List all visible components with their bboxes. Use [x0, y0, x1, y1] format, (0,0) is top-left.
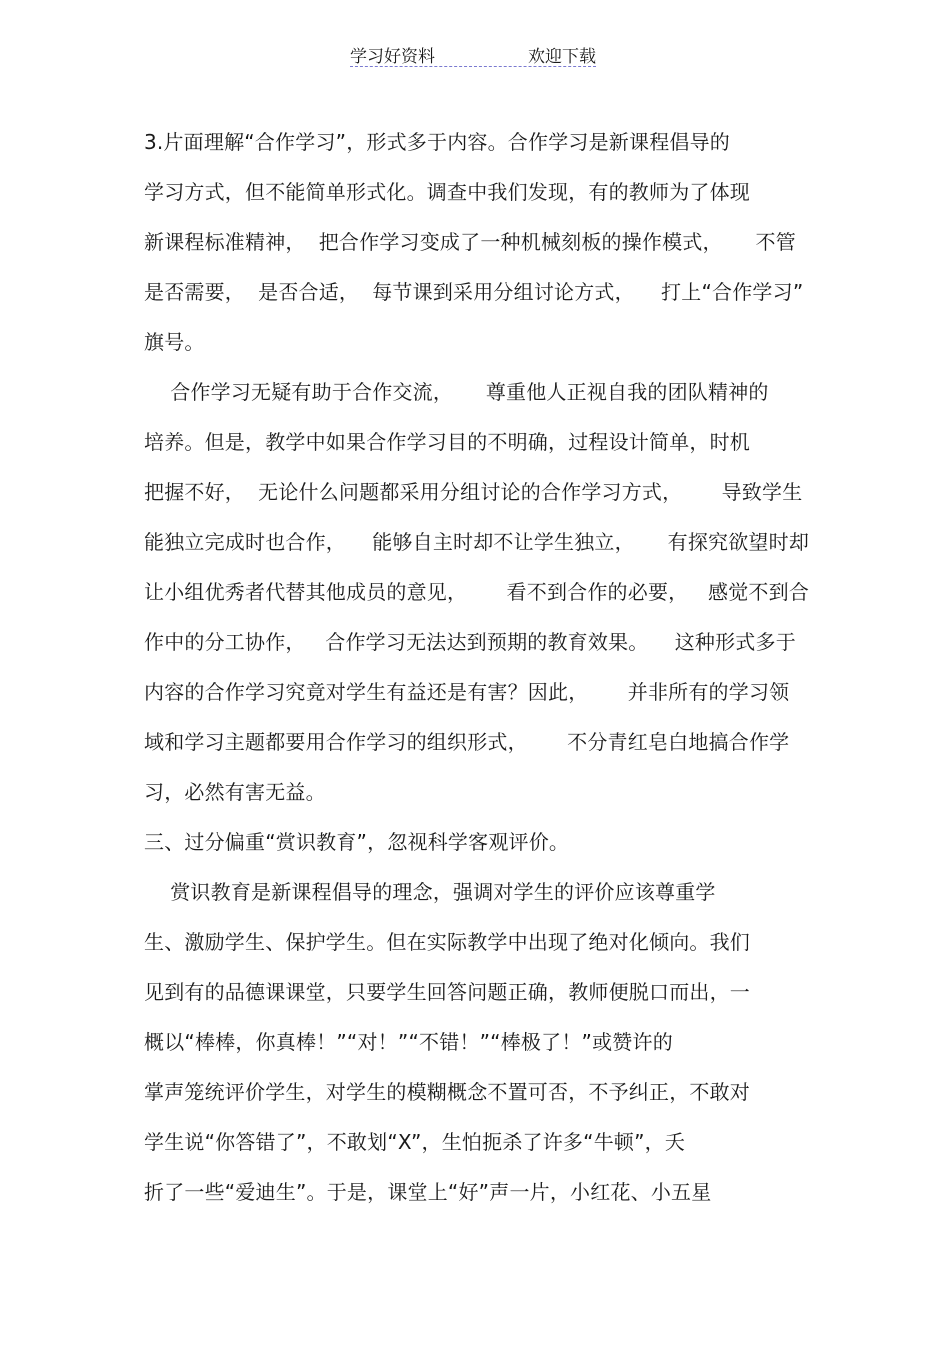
text-line: 培养。但是，教学中如果合作学习目的不明确，过程设计简单，时机 [144, 430, 750, 454]
text-line: 让小组优秀者代替其他成员的意见， 看不到合作的必要， 感觉不到合 [144, 580, 810, 604]
document-body [144, 122, 810, 1222]
text-line: 域和学习主题都要用合作学习的组织形式， 不分青红皂白地搞合作学 [144, 730, 790, 754]
text-line: 概以“棒棒，你真棒！”“对！”“不错！”“棒极了！”或赞许的 [144, 1030, 673, 1054]
text-line: 旗号。 [144, 330, 205, 354]
text-line: 内容的合作学习究竟对学生有益还是有害？因此， 并非所有的学习领 [144, 680, 790, 704]
header-left-text: 学习好资料 [350, 47, 435, 67]
page-header [350, 40, 596, 67]
text-line: 新课程标准精神， 把合作学习变成了一种机械刻板的操作模式， 不管 [144, 230, 796, 254]
text-line: 作中的分工协作， 合作学习无法达到预期的教育效果。 这种形式多于 [144, 630, 796, 654]
text-line: 见到有的品德课课堂，只要学生回答问题正确，教师便脱口而出，一 [144, 980, 750, 1004]
text-line: 折了一些“爱迪生”。于是，课堂上“好”声一片，小红花、小五星 [144, 1180, 712, 1204]
text-line: 掌声笼统评价学生，对学生的模糊概念不置可否，不予纠正，不敢对 [144, 1080, 750, 1104]
text-line: 学生说“你答错了”，不敢划“X”，生怕扼杀了许多“牛顿”，夭 [144, 1130, 686, 1154]
text-line: 学习方式，但不能简单形式化。调查中我们发现，有的教师为了体现 [144, 180, 750, 204]
text-line: 习，必然有害无益。 [144, 780, 326, 804]
text-line: 是否需要， 是否合适， 每节课到采用分组讨论方式， 打上“合作学习” [144, 280, 804, 304]
section-heading: 三、过分偏重“赏识教育”，忽视科学客观评价。 [144, 830, 570, 854]
text-line: 能独立完成时也合作， 能够自主时却不让学生独立， 有探究欲望时却 [144, 530, 810, 554]
header-right-text: 欢迎下载 [528, 47, 596, 67]
text-line: 3.片面理解“合作学习”，形式多于内容。合作学习是新课程倡导的 [144, 130, 731, 154]
text-line: 赏识教育是新课程倡导的理念，强调对学生的评价应该尊重学 [144, 880, 716, 904]
text-line: 把握不好， 无论什么问题都采用分组讨论的合作学习方式， 导致学生 [144, 480, 803, 504]
text-line: 生、激励学生、保护学生。但在实际教学中出现了绝对化倾向。我们 [144, 930, 750, 954]
text-line: 合作学习无疑有助于合作交流， 尊重他人正视自我的团队精神的 [144, 380, 769, 404]
